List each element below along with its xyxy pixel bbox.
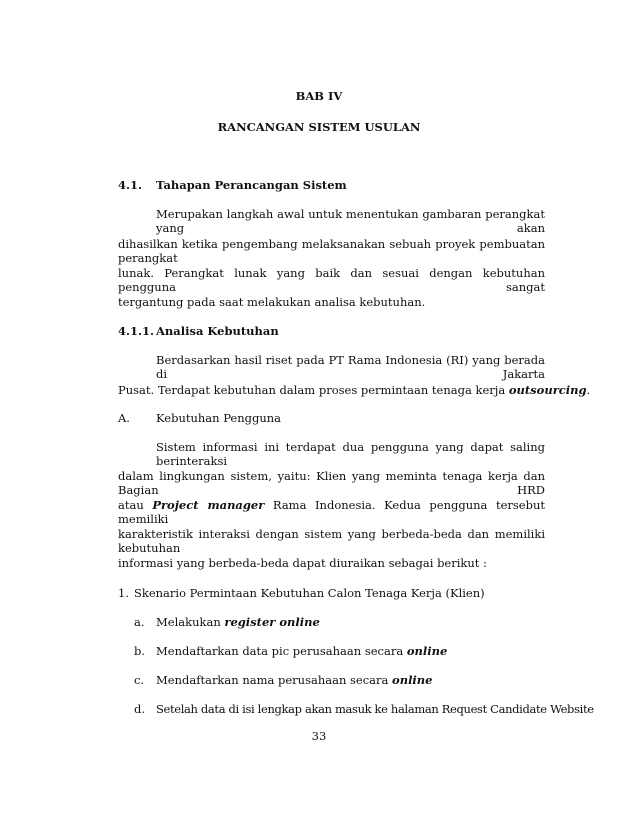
section-4-1-1-number: 4.1.1.	[118, 324, 155, 338]
section-4-1-1-title: Analisa Kebutuhan	[156, 324, 279, 338]
paragraph-line	[118, 383, 590, 397]
text-run: Rama Indonesia. Kedua pengguna tersebut memiliki	[118, 498, 546, 526]
chapter-title: RANCANGAN SISTEM USULAN	[217, 120, 421, 134]
list-text: Skenario Permintaan Kebutuhan Calon Tenaga Kerja (Klien)	[134, 586, 485, 600]
paragraph-line: Berdasarkan hasil riset pada PT Rama Indonesia (RI) yang berada di Jakarta	[156, 353, 545, 381]
chapter-label: BAB IV	[295, 89, 343, 103]
subsection-a-title: Kebutuhan Pengguna	[156, 411, 282, 425]
emphasis-text: outsourcing	[508, 383, 587, 397]
emphasis-text: Project manager	[152, 498, 265, 512]
text-run: atau	[118, 498, 144, 512]
text-run: .	[586, 383, 591, 397]
list-item	[156, 615, 320, 629]
emphasis-text: online	[406, 644, 448, 658]
list-number: 1.	[118, 586, 129, 600]
section-4-1-title: Tahapan Perancangan Sistem	[156, 178, 347, 192]
paragraph-line	[118, 498, 545, 526]
list-item-letter: a.	[134, 615, 145, 629]
list-item	[156, 702, 594, 716]
emphasis-text: register online	[224, 615, 320, 629]
paragraph-line: tergantung pada saat melakukan analisa kebutuhan.	[118, 295, 426, 309]
list-item-letter: c.	[134, 673, 145, 687]
section-4-1-number: 4.1.	[118, 178, 143, 192]
paragraph-line: informasi yang berbeda-beda dapat diuraikan sebagai berikut :	[118, 556, 487, 570]
text-run: Melakukan	[156, 615, 225, 629]
text-run: Pusat. Terdapat kebutuhan dalam proses permintaan tenaga kerja	[118, 383, 509, 397]
paragraph-line: dalam lingkungan sistem, yaitu: Klien yang meminta tenaga kerja dan Bagian HRD	[118, 469, 545, 497]
paragraph-line: Sistem informasi ini terdapat dua pengguna yang dapat saling berinteraksi	[156, 440, 545, 468]
text-run: Mendaftarkan nama perusahaan secara	[156, 673, 393, 687]
paragraph-line: lunak. Perangkat lunak yang baik dan sesuai dengan kebutuhan pengguna sangat	[118, 266, 545, 294]
text-run: Mendaftarkan data pic perusahaan secara	[156, 644, 407, 658]
paragraph-line: karakteristik interaksi dengan sistem yang berbeda-beda dan memiliki kebutuhan	[118, 527, 545, 555]
list-item-letter: b.	[134, 644, 146, 658]
emphasis-text: online	[392, 673, 433, 687]
paragraph-line: dihasilkan ketika pengembang melaksanakan sebuah proyek pembuatan perangkat	[118, 237, 545, 265]
list-item	[156, 644, 447, 658]
page-number: 33	[311, 729, 327, 743]
subsection-a-letter: A.	[118, 411, 130, 425]
list-item	[156, 673, 432, 687]
paragraph-line: Merupakan langkah awal untuk menentukan gambaran perangkat yang akan	[156, 207, 545, 235]
text-run: Setelah data di isi lengkap akan masuk ke halaman Request Candidate Website	[156, 702, 594, 716]
list-item-letter: d.	[134, 702, 146, 716]
